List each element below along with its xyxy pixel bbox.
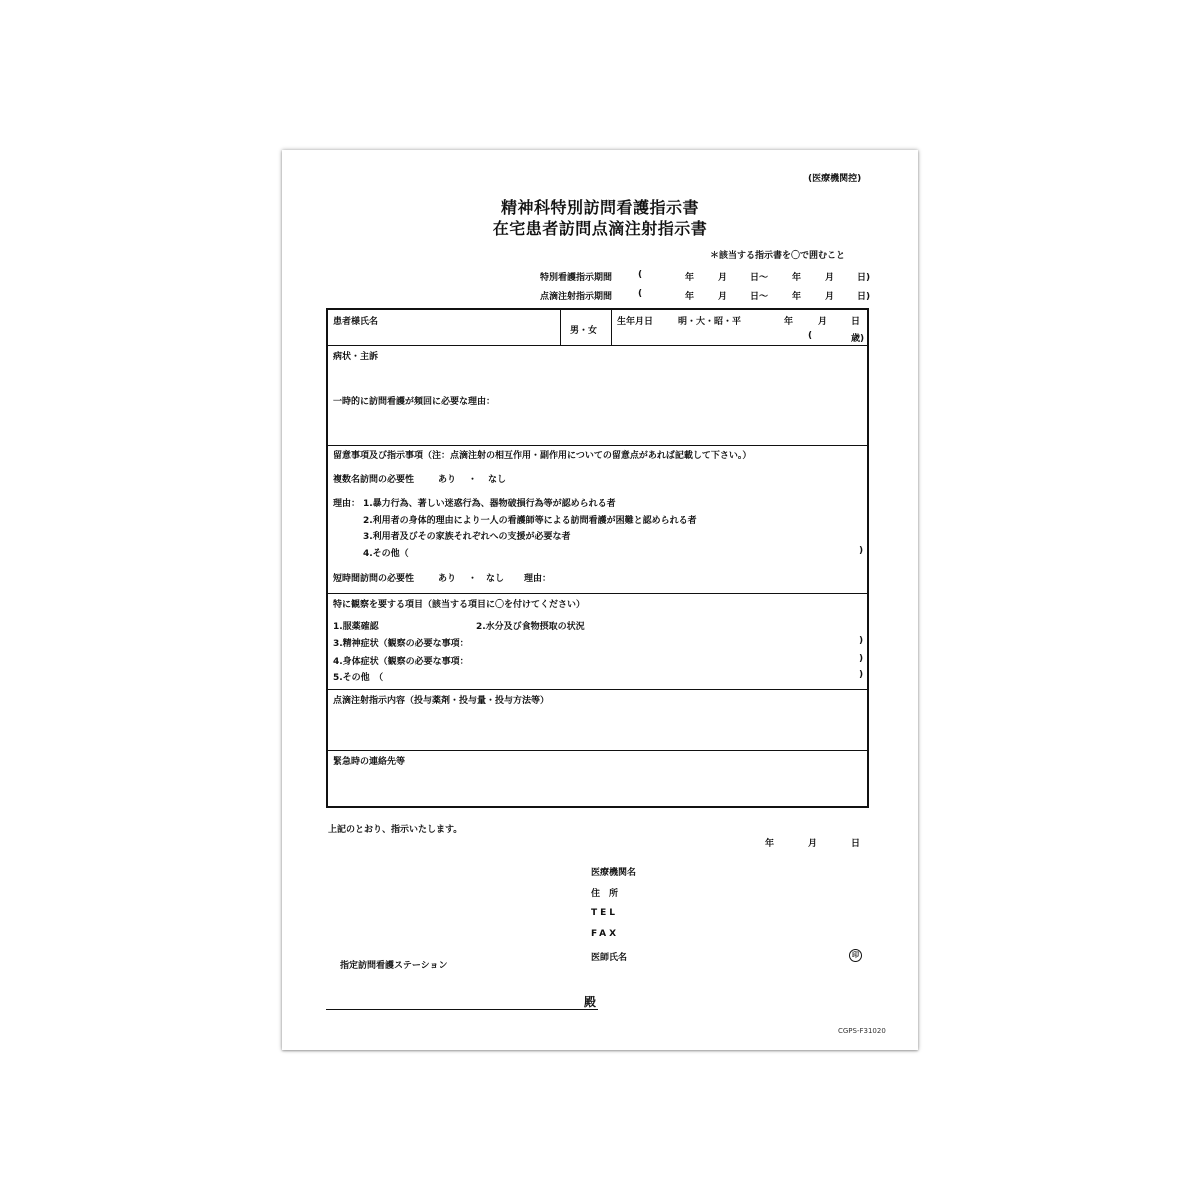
observation-item-1: 1.服薬確認 xyxy=(333,622,379,632)
copy-tag: (医療機関控) xyxy=(808,174,862,184)
sex-selector: 男・女 xyxy=(570,326,598,336)
short-visit-no: なし xyxy=(486,574,505,584)
form-title-line1: 精神科特別訪問看護指示書 xyxy=(500,198,699,217)
multi-visit-yes: あり xyxy=(438,475,457,485)
day-unit: 日) xyxy=(857,273,871,283)
sign-month-unit: 月 xyxy=(808,839,818,849)
dob-label: 生年月日 xyxy=(617,317,654,327)
sign-year-unit: 年 xyxy=(765,839,775,849)
day-unit: 日～ xyxy=(750,292,769,302)
address-label: 住 所 xyxy=(591,889,619,899)
year-unit: 年 xyxy=(792,273,802,283)
age-open-paren: ( xyxy=(808,331,813,341)
instruction-statement: 上記のとおり、指示いたします。 xyxy=(328,825,463,835)
year-unit: 年 xyxy=(685,273,695,283)
period-label: 特別看護指示期間 xyxy=(540,273,613,283)
nursing-station-label: 指定訪問看護ステーション xyxy=(340,961,448,971)
form-title-line2: 在宅患者訪問点滴注射指示書 xyxy=(492,219,708,238)
year-unit: 年 xyxy=(685,292,695,302)
observation-item-3: 3.精神症状（観察の必要な事項： xyxy=(333,639,469,649)
close-paren: ) xyxy=(859,654,864,664)
form-code: CGPS-F31020 xyxy=(838,1027,886,1035)
divider xyxy=(328,689,867,690)
month-unit: 月 xyxy=(718,273,728,283)
infusion-content-label: 点滴注射指示内容（投与薬剤・投与量・投与方法等） xyxy=(333,696,550,706)
institution-name-label: 医療機関名 xyxy=(591,868,637,878)
month-unit: 月 xyxy=(825,273,835,283)
divider xyxy=(328,750,867,751)
divider xyxy=(328,445,867,446)
observation-label: 特に観察を要する項目（該当する項目に〇を付けてください） xyxy=(333,600,586,610)
period-label: 点滴注射指示期間 xyxy=(540,292,613,302)
short-visit-need: 短時間訪問の必要性 xyxy=(333,574,415,584)
short-visit-yes: あり xyxy=(438,574,457,584)
sign-day-unit: 日 xyxy=(851,839,861,849)
emergency-contact-label: 緊急時の連絡先等 xyxy=(333,757,406,767)
dob-month-unit: 月 xyxy=(818,317,828,327)
open-paren: ( xyxy=(638,289,643,299)
age-unit: 歳) xyxy=(851,334,865,344)
divider xyxy=(328,593,867,594)
divider xyxy=(560,310,561,345)
multi-visit-no: なし xyxy=(488,475,507,485)
patient-name-label: 患者様氏名 xyxy=(333,317,379,327)
close-paren: ) xyxy=(859,670,864,680)
day-unit: 日～ xyxy=(750,273,769,283)
observation-item-5: 5.その他 （ xyxy=(333,673,384,683)
separator-dot: ・ xyxy=(468,574,478,584)
reason-item-2: 2.利用者の身体的理由により一人の看護師等による訪問看護が困難と認められる者 xyxy=(363,516,697,526)
condition-label: 病状・主訴 xyxy=(333,352,379,362)
instructions-label: 留意事項及び指示事項（注：点滴注射の相互作用・副作用についての留意点があれば記載して下さい。） xyxy=(333,451,752,461)
month-unit: 月 xyxy=(825,292,835,302)
divider xyxy=(611,310,612,345)
seal-mark: 印 xyxy=(849,949,862,962)
reason-item-4: 4.その他（ xyxy=(363,549,409,559)
close-paren: ) xyxy=(859,636,864,646)
form-sheet xyxy=(282,150,918,1050)
fax-label: FAX xyxy=(591,929,620,939)
day-unit: 日) xyxy=(857,292,871,302)
addressee-underline xyxy=(326,1009,598,1010)
observation-item-4: 4.身体症状（観察の必要な事項： xyxy=(333,657,469,667)
frequent-visit-reason-label: 一時的に訪問看護が頻回に必要な理由： xyxy=(333,397,496,407)
year-unit: 年 xyxy=(792,292,802,302)
open-paren: ( xyxy=(638,270,643,280)
observation-item-2: 2.水分及び食物摂取の状況 xyxy=(476,622,585,632)
short-visit-reason: 理由： xyxy=(524,574,552,584)
tel-label: TEL xyxy=(591,908,619,918)
era-selector: 明・大・昭・平 xyxy=(678,317,742,327)
reason-item-3: 3.利用者及びその家族それぞれへの支援が必要な者 xyxy=(363,532,571,542)
reason-item-1: 1.暴力行為、著しい迷惑行為、器物破損行為等が認められる者 xyxy=(363,499,616,509)
instruction-table xyxy=(326,308,869,808)
honorific: 殿 xyxy=(584,995,597,1009)
doctor-name-label: 医師氏名 xyxy=(591,953,628,963)
reason-prefix: 理由： xyxy=(333,499,361,509)
month-unit: 月 xyxy=(718,292,728,302)
close-paren: ) xyxy=(859,546,864,556)
separator-dot: ・ xyxy=(468,475,478,485)
divider xyxy=(328,345,867,346)
selection-note: ＊該当する指示書を〇で囲むこと xyxy=(710,251,846,261)
dob-day-unit: 日 xyxy=(851,317,861,327)
multi-person-visit-need: 複数名訪問の必要性 xyxy=(333,475,415,485)
dob-year-unit: 年 xyxy=(784,317,794,327)
